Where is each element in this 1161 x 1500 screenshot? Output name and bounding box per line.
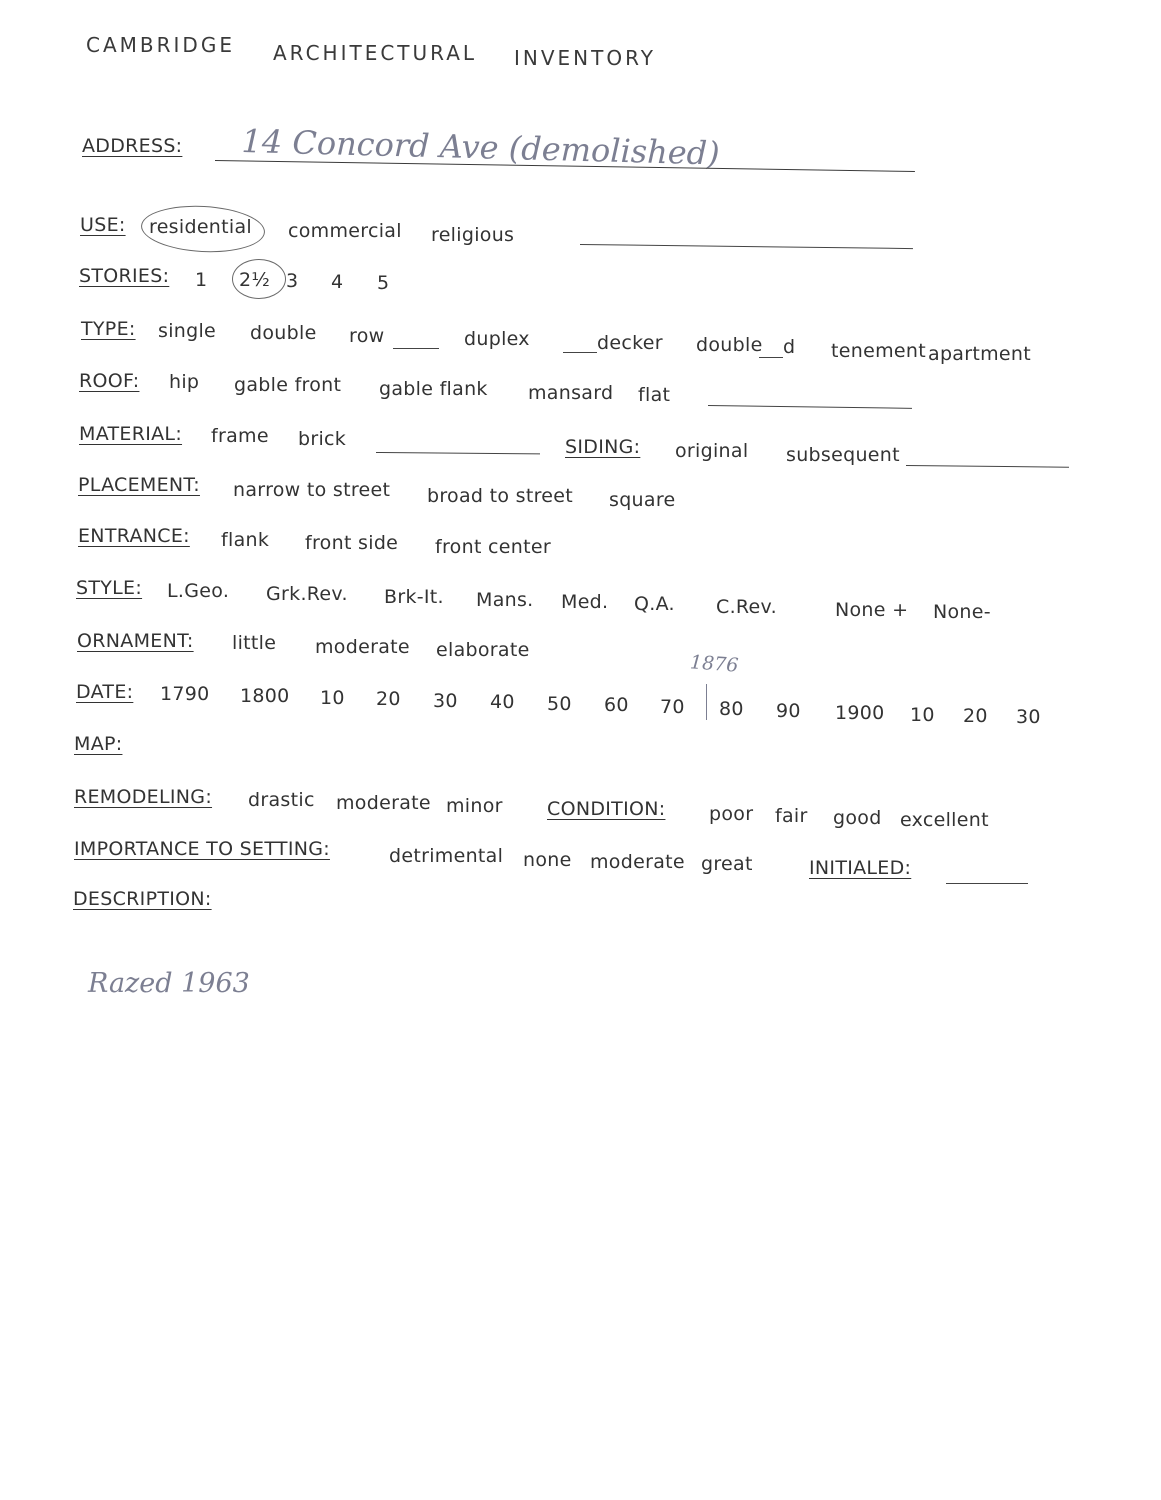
style-option-mans: Mans. <box>476 589 534 611</box>
stories-option-2-half: 2½ <box>239 269 271 291</box>
type-option-apartment: apartment <box>928 343 1031 365</box>
stories-option-1: 1 <box>195 269 208 291</box>
style-option-qa: Q.A. <box>634 593 675 615</box>
remodeling-option-drastic: drastic <box>248 789 315 811</box>
ornament-option-elaborate: elaborate <box>436 639 530 661</box>
type-row-blank <box>393 348 439 349</box>
roof-option-hip: hip <box>169 371 200 393</box>
use-option-residential: residential <box>149 216 253 238</box>
description-label: DESCRIPTION: <box>73 888 212 910</box>
type-option-decker: decker <box>597 332 663 354</box>
importance-option-none: none <box>523 849 572 871</box>
date-option-80: 80 <box>719 698 744 720</box>
type-option-tenement: tenement <box>831 340 926 362</box>
placement-option-square: square <box>609 489 676 511</box>
date-option-50: 50 <box>547 693 572 715</box>
style-option-med: Med. <box>561 591 609 613</box>
roof-option-flat: flat <box>638 384 671 406</box>
initialed-blank <box>946 883 1028 884</box>
importance-option-detrimental: detrimental <box>389 845 504 867</box>
type-decker-blank <box>563 352 597 353</box>
condition-option-excellent: excellent <box>900 809 989 831</box>
style-option-l-geo: L.Geo. <box>167 580 230 602</box>
use-option-religious: religious <box>431 224 515 246</box>
address-value: 14 Concord Ave (demolished) <box>241 122 721 173</box>
style-option-brk-it: Brk-It. <box>384 586 444 608</box>
stories-option-3: 3 <box>286 270 299 292</box>
style-option-none-minus: None- <box>933 601 991 623</box>
type-option-d: d <box>783 336 796 358</box>
use-option-commercial: commercial <box>288 220 402 242</box>
ornament-option-little: little <box>232 632 277 654</box>
date-option-30: 30 <box>433 690 458 712</box>
style-option-none-plus: None + <box>835 599 909 621</box>
roof-option-gable-flank: gable flank <box>379 378 488 400</box>
ornament-label: ORNAMENT: <box>77 630 194 652</box>
type-label: TYPE: <box>81 318 136 340</box>
type-option-duplex: duplex <box>464 328 530 350</box>
siding-option-original: original <box>675 440 749 462</box>
roof-other-blank <box>708 405 912 409</box>
condition-option-fair: fair <box>775 805 808 827</box>
importance-option-great: great <box>701 853 753 875</box>
date-annotation: 1876 <box>689 651 740 677</box>
form-title-word-2: ARCHITECTURAL <box>273 41 478 65</box>
importance-option-moderate: moderate <box>590 851 685 873</box>
style-option-grk-rev: Grk.Rev. <box>266 583 348 605</box>
type-option-double-d: double <box>696 334 763 356</box>
use-other-blank <box>580 244 913 249</box>
date-option-1910: 10 <box>910 704 935 726</box>
importance-label: IMPORTANCE TO SETTING: <box>74 838 330 860</box>
remodeling-option-moderate: moderate <box>336 792 431 814</box>
date-option-1930: 30 <box>1016 706 1041 728</box>
siding-other-blank <box>906 465 1069 468</box>
condition-option-good: good <box>833 807 882 829</box>
map-label: MAP: <box>74 733 123 755</box>
roof-option-gable-front: gable front <box>234 374 342 396</box>
type-option-row: row <box>349 325 385 347</box>
style-option-c-rev: C.Rev. <box>716 596 777 618</box>
date-option-70: 70 <box>660 696 685 718</box>
type-double-d-blank <box>759 357 783 358</box>
date-option-60: 60 <box>604 694 629 716</box>
date-option-1800: 1800 <box>240 685 290 707</box>
stories-option-4: 4 <box>331 271 344 293</box>
stories-label: STORIES: <box>79 265 170 287</box>
condition-label: CONDITION: <box>547 798 666 820</box>
type-option-double: double <box>250 322 317 344</box>
initialed-label: INITIALED: <box>809 857 912 879</box>
description-note: Razed 1963 <box>88 968 250 999</box>
material-label: MATERIAL: <box>79 423 183 445</box>
placement-label: PLACEMENT: <box>78 474 200 496</box>
entrance-option-front-side: front side <box>305 532 399 554</box>
date-option-1920: 20 <box>963 705 988 727</box>
siding-label: SIDING: <box>565 436 641 458</box>
date-option-40: 40 <box>490 691 515 713</box>
entrance-option-flank: flank <box>221 529 270 551</box>
material-option-brick: brick <box>298 428 347 450</box>
date-option-90: 90 <box>776 700 801 722</box>
style-label: STYLE: <box>76 577 143 599</box>
placement-option-broad: broad to street <box>427 485 574 507</box>
date-option-1900: 1900 <box>835 702 885 724</box>
remodeling-label: REMODELING: <box>74 786 213 808</box>
condition-option-poor: poor <box>709 803 754 825</box>
material-option-frame: frame <box>211 425 269 447</box>
date-pencil-mark <box>706 684 707 720</box>
remodeling-option-minor: minor <box>446 795 503 817</box>
use-label: USE: <box>80 214 126 236</box>
date-option-10: 10 <box>320 687 345 709</box>
form-title-word-1: CAMBRIDGE <box>86 33 235 57</box>
date-label: DATE: <box>76 681 134 703</box>
form-title-word-3: INVENTORY <box>514 46 656 70</box>
roof-option-mansard: mansard <box>528 382 614 404</box>
roof-label: ROOF: <box>79 370 140 392</box>
siding-option-subsequent: subsequent <box>786 444 900 466</box>
entrance-label: ENTRANCE: <box>78 525 190 547</box>
entrance-option-front-center: front center <box>435 536 551 558</box>
placement-option-narrow: narrow to street <box>233 479 391 501</box>
address-label: ADDRESS: <box>82 135 183 157</box>
ornament-option-moderate: moderate <box>315 636 410 658</box>
material-other-blank <box>376 452 540 454</box>
date-option-20: 20 <box>376 688 401 710</box>
date-option-1790: 1790 <box>160 683 210 705</box>
stories-option-5: 5 <box>377 272 390 294</box>
type-option-single: single <box>158 320 217 342</box>
